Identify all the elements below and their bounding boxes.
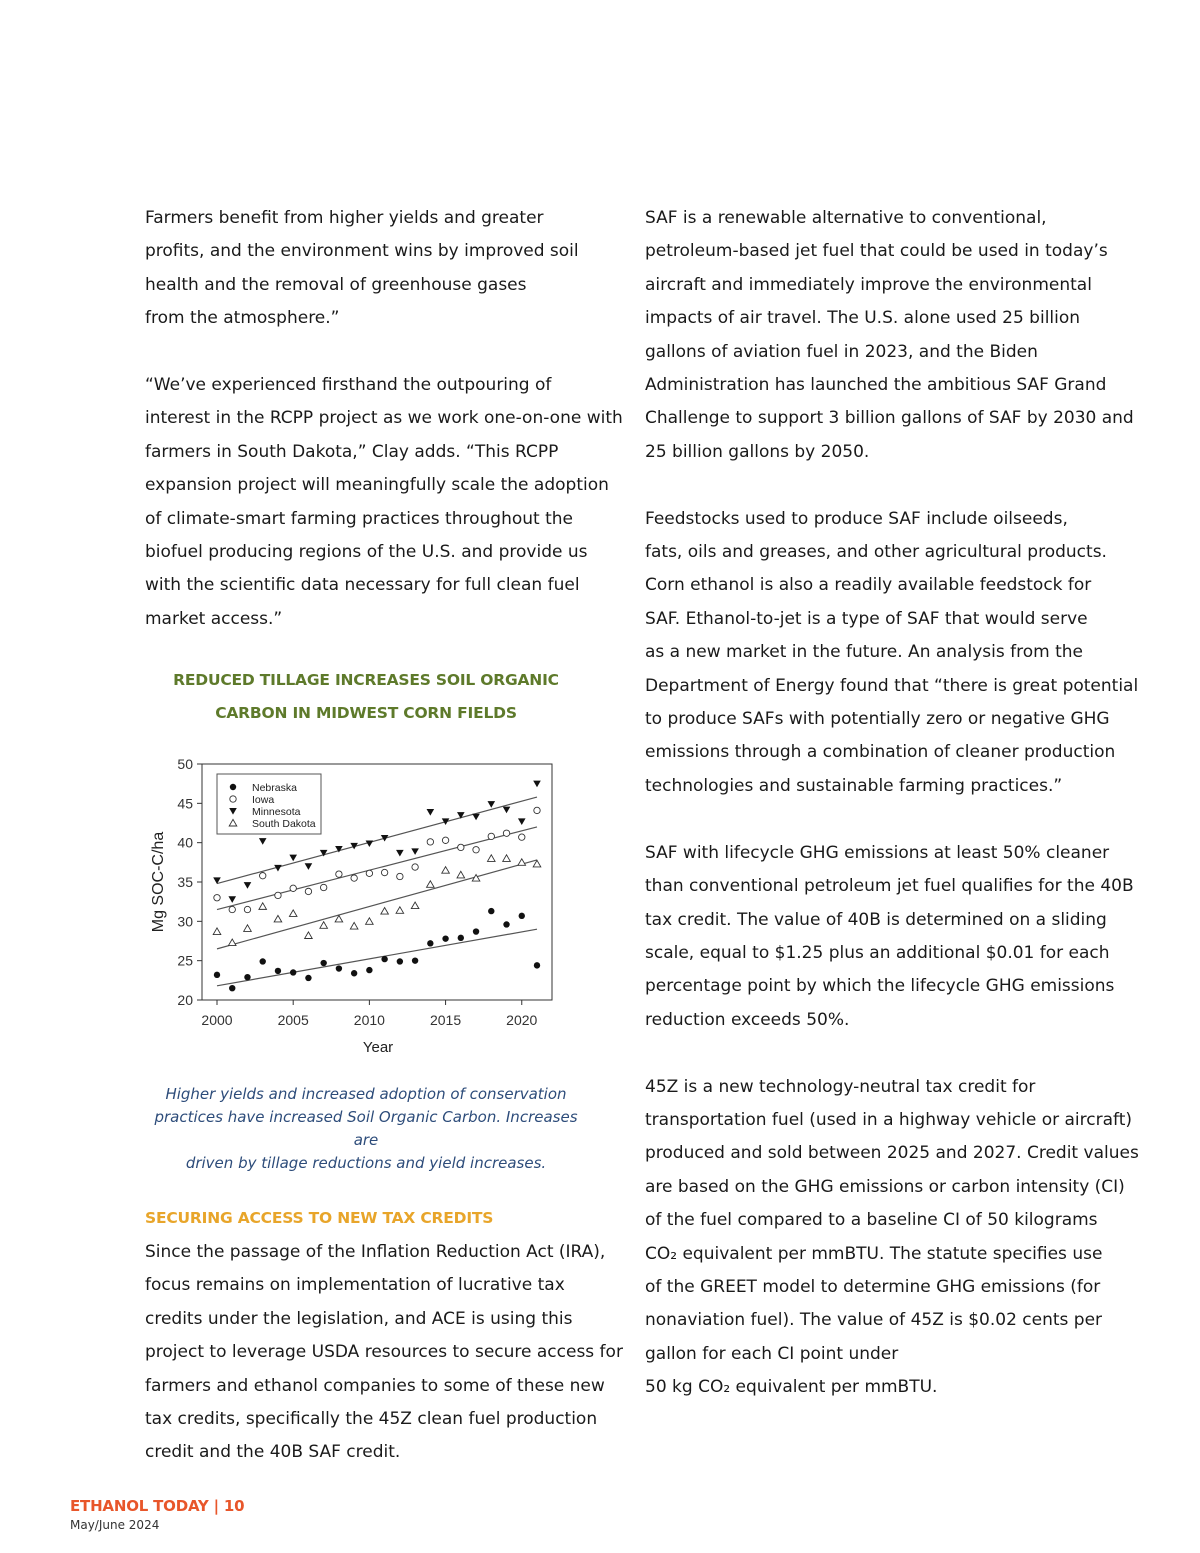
footer-date: May/June 2024: [70, 1518, 160, 1532]
x-axis-label: Year: [362, 1039, 394, 1056]
text-line: are based on the GHG emissions or carbon intensity (CI): [645, 1176, 1125, 1197]
y-axis-label: Mg SOC-C/ha: [150, 831, 167, 933]
y-tick-label: 45: [177, 795, 193, 812]
text-line: Department of Energy found that “there is great potential: [645, 675, 1139, 696]
footer-title: ETHANOL TODAY | 10: [70, 1497, 245, 1515]
data-point: [503, 807, 511, 814]
chart-heading-line-2: CARBON IN MIDWEST CORN FIELDS: [215, 704, 517, 723]
x-tick-label: 2010: [353, 1012, 385, 1028]
text-line: Farmers benefit from higher yields and greater: [145, 208, 544, 228]
data-point: [275, 968, 281, 974]
data-point: [458, 935, 464, 941]
chart-heading-line-1: REDUCED TILLAGE INCREASES SOIL ORGANIC: [173, 671, 559, 689]
data-point: [259, 838, 267, 845]
data-point: [260, 958, 266, 964]
data-point: [366, 870, 372, 876]
text-line: health and the removal of greenhouse gases: [145, 274, 527, 295]
section-body: [145, 1236, 623, 1470]
data-point: [305, 932, 313, 939]
data-point: [244, 882, 252, 889]
data-point: [397, 873, 403, 879]
text-line: tax credits, specifically the 45Z clean fuel production: [145, 1409, 598, 1430]
trend-line: [217, 929, 537, 986]
right-paragraph-4: [645, 1071, 1139, 1405]
data-point: [518, 818, 526, 825]
data-point: [381, 956, 387, 962]
right-column: [645, 202, 1139, 1405]
text-line: fats, oils and greases, and other agricultural products.: [645, 542, 1107, 563]
data-point: [305, 975, 311, 981]
text-line: petroleum-based jet fuel that could be used in today’s: [645, 241, 1108, 262]
caption-line: Higher yields and increased adoption of conservation: [165, 1085, 567, 1103]
text-line: credit and the 40B SAF credit.: [145, 1442, 401, 1463]
text-line: Challenge to support 3 billion gallons of SAF by 2030 and: [645, 408, 1134, 429]
legend-label: Minnesota: [252, 806, 301, 818]
data-point: [260, 873, 266, 879]
data-point: [442, 935, 448, 941]
legend-marker: [230, 784, 236, 790]
chart-heading: [145, 664, 587, 731]
data-point: [244, 974, 250, 980]
text-line: technologies and sustainable farming practices.”: [645, 775, 1063, 796]
text-line: Feedstocks used to produce SAF include oilseeds,: [645, 508, 1068, 529]
text-line: “We’ve experienced firsthand the outpouring of: [145, 375, 552, 396]
data-point: [457, 871, 465, 878]
y-tick-label: 30: [177, 913, 193, 930]
left-paragraph-2: [145, 369, 623, 636]
text-line: of the GREET model to determine GHG emissions (for: [645, 1276, 1101, 1297]
data-point: [487, 855, 495, 862]
data-point: [458, 844, 464, 850]
data-point: [427, 839, 433, 845]
data-point: [336, 871, 342, 877]
text-line: scale, equal to $1.25 plus an additional $0.01 for each: [645, 942, 1110, 963]
data-point: [213, 928, 221, 935]
text-line: project to leverage USDA resources to secure access for: [145, 1342, 623, 1363]
text-line: SAF with lifecycle GHG emissions at least 50% cleaner: [645, 842, 1110, 863]
y-tick-label: 40: [177, 834, 193, 851]
right-paragraph-1: [645, 202, 1134, 469]
y-tick-label: 25: [177, 952, 193, 969]
data-point: [366, 840, 374, 847]
data-point: [412, 957, 418, 963]
legend-label: Nebraska: [252, 782, 297, 794]
text-line: 25 billion gallons by 2050.: [645, 441, 870, 462]
data-point: [320, 884, 326, 890]
data-point: [473, 928, 479, 934]
data-point: [214, 972, 220, 978]
data-point: [229, 906, 235, 912]
data-point: [488, 833, 494, 839]
data-point: [381, 908, 389, 915]
text-line: expansion project will meaningfully scale the adoption: [145, 475, 609, 496]
x-tick-label: 2005: [277, 1012, 309, 1028]
y-tick-label: 35: [177, 874, 193, 890]
data-point: [412, 864, 418, 870]
data-point: [427, 809, 435, 816]
text-line: of the fuel compared to a baseline CI of 50 kilograms: [645, 1210, 1098, 1231]
data-point: [289, 855, 297, 862]
text-line: SAF. Ethanol-to-jet is a type of SAF that would serve: [645, 608, 1088, 629]
x-tick-label: 2020: [506, 1012, 538, 1028]
data-point: [320, 922, 328, 929]
text-line: 50 kg CO₂ equivalent per mmBTU.: [645, 1377, 938, 1398]
data-point: [397, 958, 403, 964]
data-point: [534, 962, 540, 968]
data-point: [275, 892, 281, 898]
text-line: impacts of air travel. The U.S. alone used 25 billion: [645, 308, 1081, 329]
data-point: [290, 885, 296, 891]
right-paragraph-2: [645, 503, 1139, 804]
data-point: [289, 910, 297, 917]
text-line: reduction exceeds 50%.: [645, 1009, 850, 1030]
data-point: [228, 896, 236, 903]
text-line: of climate-smart farming practices throughout the: [145, 508, 573, 529]
text-line: nonaviation fuel). The value of 45Z is $0.02 cents per: [645, 1310, 1103, 1331]
caption-line: practices have increased Soil Organic Carbon. Increases are: [154, 1108, 578, 1149]
text-line: emissions through a combination of cleaner production: [645, 742, 1116, 763]
left-paragraph-1: [145, 202, 605, 336]
data-point: [442, 837, 448, 843]
data-point: [519, 913, 525, 919]
text-line: from the atmosphere.”: [145, 308, 340, 329]
data-point: [229, 985, 235, 991]
soc-scatter-chart: [140, 750, 570, 1060]
data-point: [411, 848, 419, 855]
data-point: [533, 781, 541, 788]
data-point: [320, 960, 326, 966]
data-point: [503, 830, 509, 836]
text-line: market access.”: [145, 608, 283, 629]
right-paragraph-3: [645, 837, 1134, 1037]
data-point: [214, 895, 220, 901]
data-point: [244, 906, 250, 912]
data-point: [442, 818, 450, 825]
data-point: [290, 969, 296, 975]
text-line: SAF is a renewable alternative to conventional,: [645, 208, 1047, 228]
data-point: [488, 908, 494, 914]
data-point: [411, 902, 419, 909]
text-line: as a new market in the future. An analysis from the: [645, 642, 1083, 663]
legend-marker: [230, 796, 236, 802]
data-point: [244, 925, 252, 932]
data-point: [351, 875, 357, 881]
legend: [217, 774, 321, 834]
text-line: credits under the legislation, and ACE is using this: [145, 1308, 573, 1329]
data-point: [396, 850, 404, 857]
data-point: [366, 918, 374, 925]
data-point: [473, 847, 479, 853]
text-line: transportation fuel (used in a highway vehicle or aircraft): [645, 1109, 1133, 1130]
data-point: [487, 801, 495, 808]
data-point: [518, 859, 526, 866]
text-line: interest in the RCPP project as we work one-on-one with: [145, 408, 623, 429]
left-column: [145, 202, 623, 636]
section-paragraph: [145, 1236, 623, 1470]
data-point: [259, 903, 267, 910]
y-tick-label: 20: [177, 992, 193, 1008]
data-point: [228, 939, 236, 946]
text-line: Administration has launched the ambitious SAF Grand: [645, 375, 1107, 396]
text-line: gallons of aviation fuel in 2023, and the Biden: [645, 341, 1038, 362]
text-line: farmers and ethanol companies to some of these new: [145, 1375, 605, 1396]
data-point: [503, 855, 511, 862]
data-point: [427, 881, 435, 888]
text-line: Since the passage of the Inflation Reduction Act (IRA),: [145, 1242, 606, 1262]
data-point: [396, 907, 404, 914]
data-point: [351, 970, 357, 976]
text-line: focus remains on implementation of lucrative tax: [145, 1275, 565, 1296]
y-tick-label: 50: [177, 756, 193, 772]
text-line: to produce SAFs with potentially zero or negative GHG: [645, 709, 1110, 730]
text-line: farmers in South Dakota,” Clay adds. “This RCPP: [145, 441, 559, 462]
legend-label: Iowa: [252, 794, 275, 806]
text-line: aircraft and immediately improve the environmental: [645, 274, 1092, 295]
y-axis: [177, 756, 202, 1008]
data-point: [366, 967, 372, 973]
data-point: [519, 834, 525, 840]
data-point: [427, 940, 433, 946]
data-point: [442, 867, 450, 874]
x-axis: [201, 1000, 537, 1028]
data-point: [503, 921, 509, 927]
text-line: profits, and the environment wins by improved soil: [145, 241, 579, 262]
data-point: [305, 888, 311, 894]
text-line: with the scientific data necessary for full clean fuel: [145, 575, 580, 596]
section-heading: SECURING ACCESS TO NEW TAX CREDITS: [145, 1209, 494, 1227]
x-tick-label: 2015: [429, 1012, 462, 1028]
text-line: percentage point by which the lifecycle GHG emissions: [645, 976, 1115, 997]
text-line: tax credit. The value of 40B is determined on a sliding: [645, 909, 1107, 930]
data-point: [381, 835, 389, 842]
text-line: than conventional petroleum jet fuel qualifies for the 40B: [645, 876, 1134, 897]
text-line: produced and sold between 2025 and 2027. Credit values: [645, 1143, 1139, 1164]
data-point: [350, 922, 358, 929]
data-point: [534, 807, 540, 813]
data-point: [336, 965, 342, 971]
text-line: Corn ethanol is also a readily available feedstock for: [645, 575, 1092, 596]
caption-line: driven by tillage reductions and yield increases.: [185, 1154, 547, 1172]
text-line: biofuel producing regions of the U.S. and provide us: [145, 542, 588, 563]
x-tick-label: 2000: [201, 1012, 233, 1028]
data-point: [472, 814, 480, 821]
legend-label: South Dakota: [252, 818, 316, 830]
data-point: [381, 869, 387, 875]
chart-caption: [150, 1083, 582, 1175]
text-line: 45Z is a new technology-neutral tax credit for: [645, 1076, 1036, 1097]
data-point: [305, 863, 313, 870]
text-line: gallon for each CI point under: [645, 1343, 899, 1364]
text-line: CO₂ equivalent per mmBTU. The statute specifies use: [645, 1243, 1103, 1264]
data-point: [274, 915, 282, 922]
